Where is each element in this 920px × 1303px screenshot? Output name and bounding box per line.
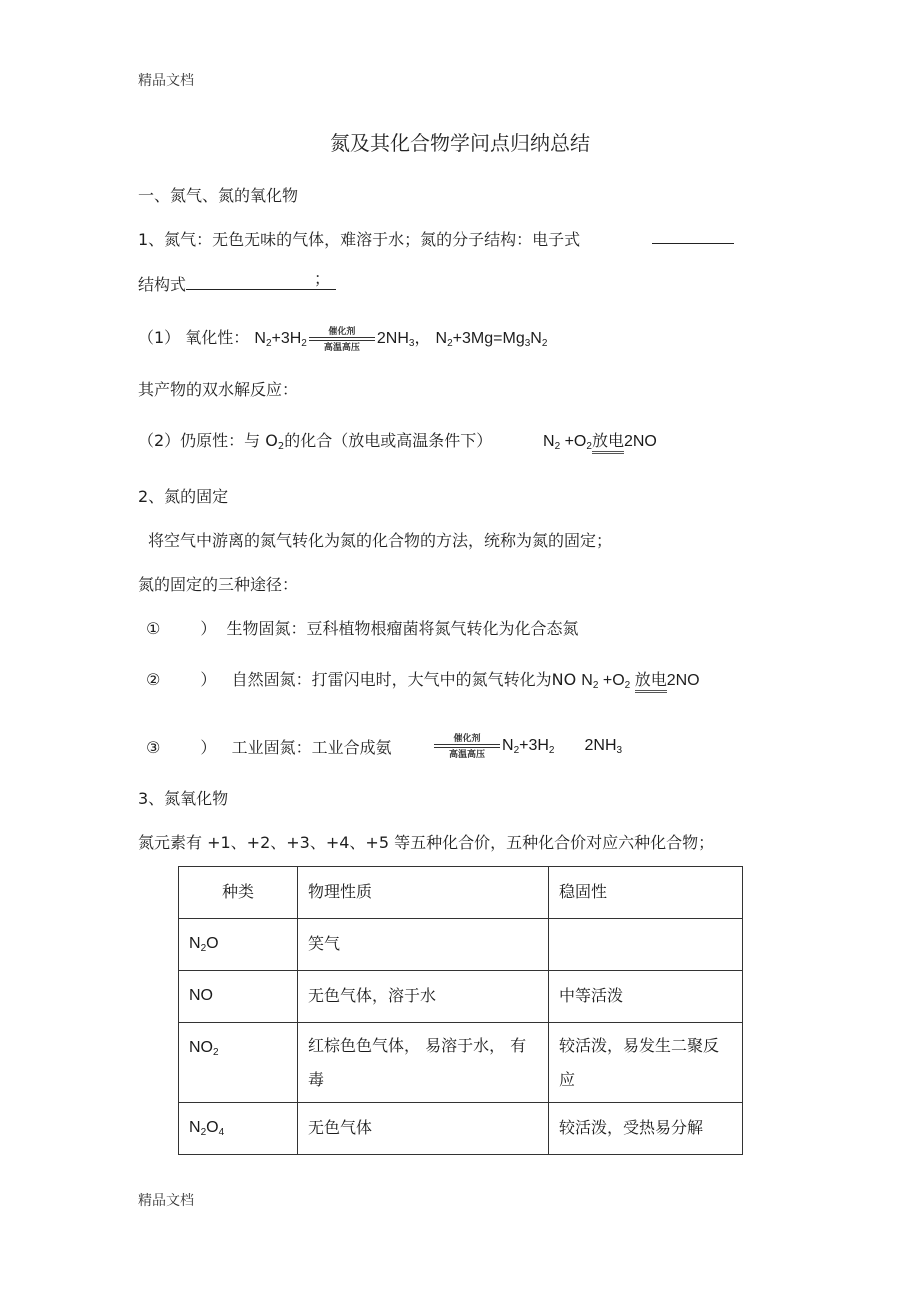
fixation-definition: 将空气中游离的氮气转化为氮的化合物的方法，统称为氮的固定； (148, 531, 613, 550)
table-cell-physical: 无色气体，溶于水 (298, 971, 549, 1023)
table-header-cell: 稳固性 (549, 867, 743, 919)
structural-formula-blank: ； (186, 273, 336, 290)
equation-magnesium-nitride: $N_2+3Mg=Mg_3N_2$ (435, 330, 548, 349)
table-row (179, 971, 743, 1023)
structural-formula-label: 结构式 (138, 275, 187, 294)
table-cell-stability: 中等活泼 (549, 971, 743, 1023)
table-header-row (179, 867, 743, 919)
table-header-cell: 种类 (179, 867, 298, 919)
table-cell-formula: $N_2O_4$ (179, 1103, 298, 1155)
fixation-way-1: ① ） 生物固氮：豆科植物根瘤菌将氮气转化为化合态氮 (146, 619, 579, 638)
page-header-label: 精品文档 (138, 73, 194, 89)
reaction-condition-arrow: 催化剂 高温高压 (309, 326, 375, 352)
table-row (179, 1103, 743, 1155)
table-row (179, 1023, 743, 1103)
table-row (179, 919, 743, 971)
reaction-condition-arrow: 催化剂 高温高压 (434, 733, 500, 759)
equation-ammonia-synthesis: 催化剂 高温高压 $N_2+3H_2$ $2NH_3$ (432, 733, 622, 759)
table-header-cell: 物理性质 (298, 867, 549, 919)
oxidation-label: （1） 氧化性： (138, 328, 250, 347)
nitrogen-description (138, 227, 580, 250)
table-cell-formula: $N_2O$ (179, 919, 298, 971)
document-title: 氮及其化合物学问点归纳总结 (330, 131, 590, 155)
nitrogen-oxides-table (178, 866, 743, 1155)
table-cell-stability: 较活泼，受热易分解 (549, 1103, 743, 1155)
table-cell-formula: $NO_2$ (179, 1023, 298, 1103)
section-heading-2: 2、氮的固定 (138, 487, 229, 506)
nitrogen-description-text: 1、氮气：无色无味的气体，难溶于水；氮的分子结构：电子式 (138, 230, 581, 249)
section-heading-3: 3、氮氧化物 (138, 789, 229, 808)
fixation-way-3: ③ ） 工业固氮：工业合成氨 (146, 738, 392, 757)
oxidation-line: （1） 氧化性： $N_2+3H_2$ 催化剂 高温高压 $2NH_3$， $N_2+3Mg=Mg_3N_2$ (138, 326, 548, 353)
hydrolysis-label: 其产物的双水解反应： (138, 380, 299, 399)
electron-formula-blank (652, 227, 734, 244)
equation-ammonia: $N_2+3H_2$ (254, 330, 307, 349)
fixation-way-2: ② ） 自然固氮：打雷闪电时，大气中的氮气转化为NO $N_2 +O_2$ 放电2NO (146, 670, 700, 691)
table-cell-physical: 红棕色色气体， 易溶于水， 有 毒 (298, 1023, 549, 1103)
structural-formula-line (138, 269, 336, 295)
fixation-ways-label: 氮的固定的三种途径： (138, 575, 299, 594)
table-cell-physical: 无色气体 (298, 1103, 549, 1155)
reduction-line: （2）仍原性：与 $O_2$的化合（放电或高温条件下） (138, 431, 493, 452)
page-footer-label: 精品文档 (138, 1193, 194, 1209)
valence-intro: 氮元素有 +1、+2、+3、+4、+5 等五种化合价，五种化合价对应六种化合物； (138, 833, 715, 852)
equation-no-formation: $N_2 +O_2$放电2NO (543, 433, 657, 452)
table-cell-stability: 较活泼，易发生二聚反 应 (549, 1023, 743, 1103)
table-cell-stability (549, 919, 743, 971)
table-cell-physical: 笑气 (298, 919, 549, 971)
table-cell-formula: NO (179, 971, 298, 1023)
section-heading-1: 一、氮气、氮的氧化物 (138, 186, 299, 205)
